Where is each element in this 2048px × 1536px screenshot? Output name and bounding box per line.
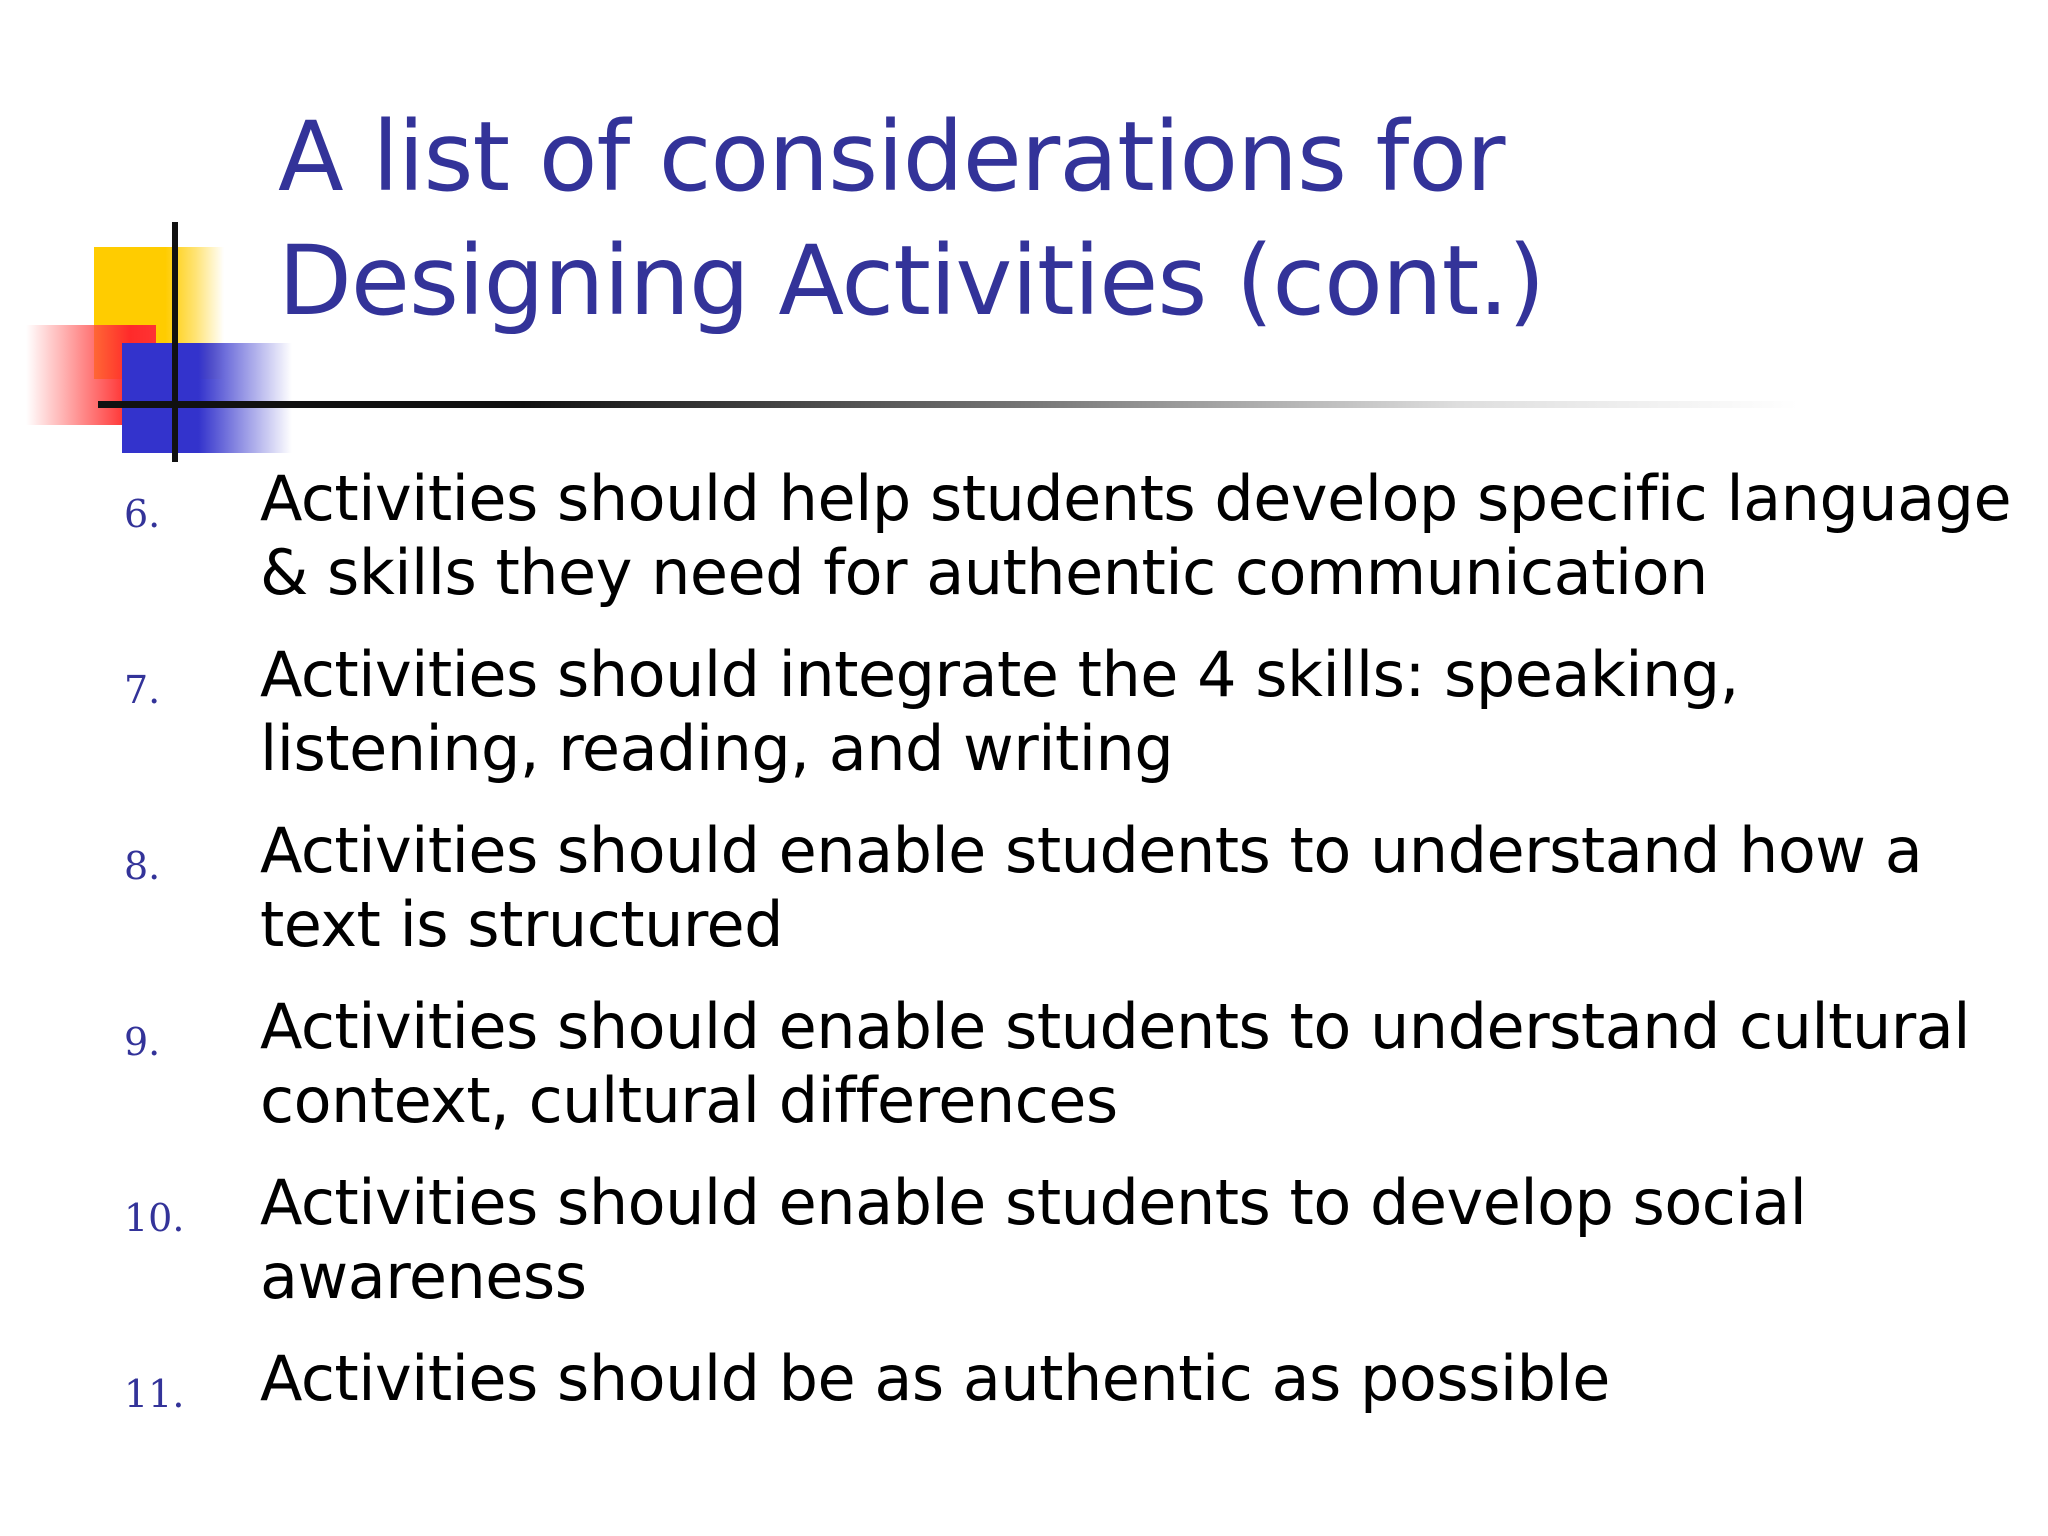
list-item bbox=[0, 1342, 2048, 1416]
vertical-rule-decoration bbox=[172, 222, 178, 462]
list-item bbox=[0, 462, 2048, 610]
list-item-number: 8. bbox=[124, 844, 161, 888]
list-item-text: Activities should integrate the 4 skills: speaking, listening, reading, and writing bbox=[260, 638, 1739, 785]
slide-title: A list of considerations for Designing Activities (cont.) bbox=[278, 101, 1545, 337]
list-item bbox=[0, 638, 2048, 786]
title-underline-rule bbox=[98, 401, 1798, 408]
list-item-text: Activities should help students develop specific language & skills they need for authentic communication bbox=[260, 462, 2012, 609]
list-item-text: Activities should be as authentic as possible bbox=[260, 1342, 1610, 1415]
list-item bbox=[0, 1166, 2048, 1314]
list-item-number: 11. bbox=[124, 1372, 185, 1416]
list-item-number: 10. bbox=[124, 1196, 185, 1240]
blue-square-decoration bbox=[122, 343, 292, 453]
list-item bbox=[0, 990, 2048, 1138]
list-item bbox=[0, 814, 2048, 962]
list-item-number: 9. bbox=[124, 1020, 161, 1064]
list-item-text: Activities should enable students to develop social awareness bbox=[260, 1166, 1807, 1313]
considerations-list bbox=[0, 462, 2048, 1444]
list-item-number: 7. bbox=[124, 668, 161, 712]
list-item-number: 6. bbox=[124, 492, 161, 536]
list-item-text: Activities should enable students to understand how a text is structured bbox=[260, 814, 1923, 961]
list-item-text: Activities should enable students to understand cultural context, cultural differences bbox=[260, 990, 1970, 1137]
